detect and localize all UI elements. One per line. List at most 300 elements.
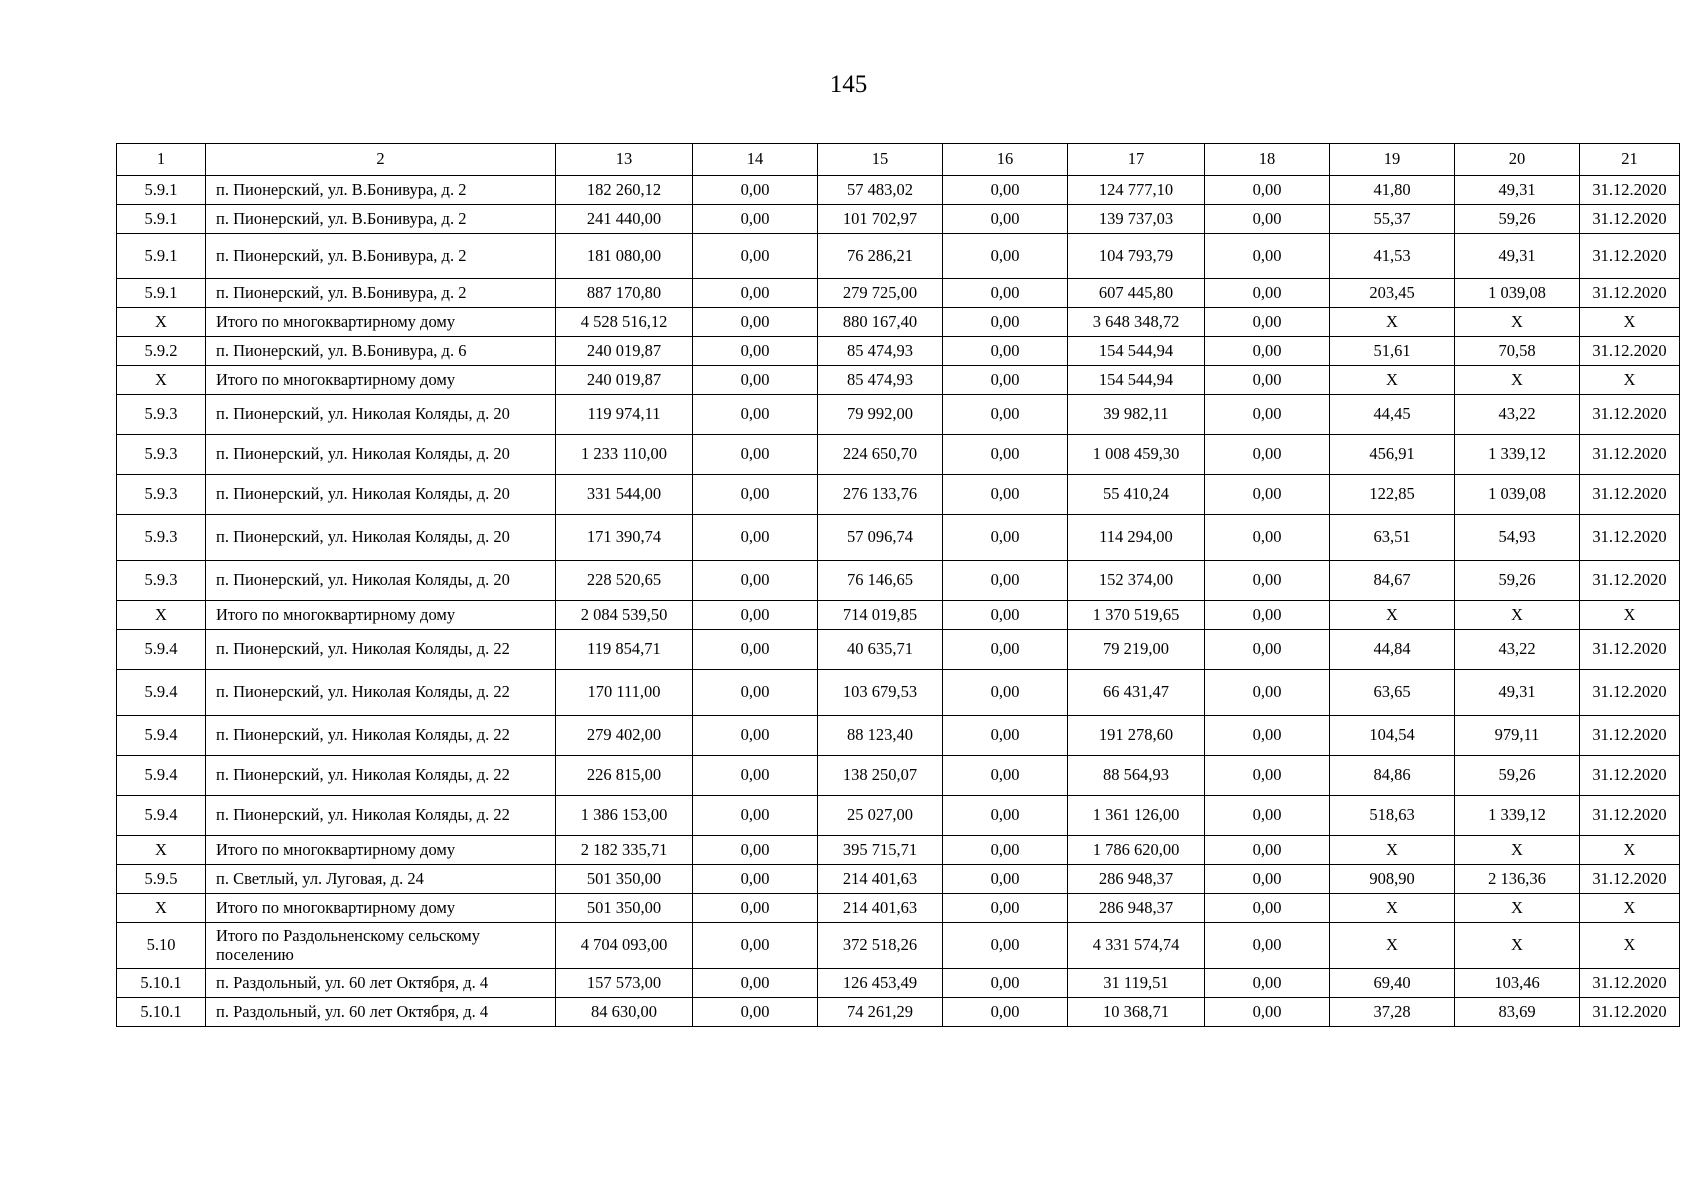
table-cell: 5.10 <box>117 923 206 969</box>
table-cell: 0,00 <box>1205 756 1330 796</box>
table-cell: 0,00 <box>693 836 818 865</box>
table-cell: 31.12.2020 <box>1580 716 1680 756</box>
table-cell: Х <box>1580 894 1680 923</box>
table-cell: 0,00 <box>943 515 1068 561</box>
table-cell: 0,00 <box>1205 176 1330 205</box>
table-cell: 0,00 <box>1205 395 1330 435</box>
table-cell: 279 725,00 <box>818 279 943 308</box>
table-cell: 49,31 <box>1455 234 1580 279</box>
table-cell: 1 233 110,00 <box>556 435 693 475</box>
table-cell: Х <box>1330 923 1455 969</box>
table-cell: 63,51 <box>1330 515 1455 561</box>
table-cell: 54,93 <box>1455 515 1580 561</box>
table-cell: 0,00 <box>943 969 1068 998</box>
table-cell: 0,00 <box>1205 998 1330 1027</box>
table-cell: 887 170,80 <box>556 279 693 308</box>
column-header: 1 <box>117 144 206 176</box>
table-cell: 88 564,93 <box>1068 756 1205 796</box>
address-cell: п. Пионерский, ул. Николая Коляды, д. 20 <box>206 561 556 601</box>
table-cell: Х <box>1580 923 1680 969</box>
table-cell: 0,00 <box>1205 435 1330 475</box>
address-cell: п. Пионерский, ул. Николая Коляды, д. 20 <box>206 515 556 561</box>
table-cell: 228 520,65 <box>556 561 693 601</box>
address-cell: п. Пионерский, ул. В.Бонивура, д. 6 <box>206 337 556 366</box>
table-cell: 3 648 348,72 <box>1068 308 1205 337</box>
table-cell: 5.9.4 <box>117 670 206 716</box>
table-cell: 63,65 <box>1330 670 1455 716</box>
table-cell: 5.9.3 <box>117 435 206 475</box>
table-cell: 0,00 <box>693 865 818 894</box>
table-cell: 1 339,12 <box>1455 435 1580 475</box>
table-cell: 1 370 519,65 <box>1068 601 1205 630</box>
table-cell: 104 793,79 <box>1068 234 1205 279</box>
table-cell: 0,00 <box>943 561 1068 601</box>
column-header: 17 <box>1068 144 1205 176</box>
table-cell: 5.9.3 <box>117 475 206 515</box>
table-cell: 31.12.2020 <box>1580 756 1680 796</box>
table-cell: 0,00 <box>943 366 1068 395</box>
table-row <box>117 865 1680 894</box>
table-cell: 5.9.1 <box>117 279 206 308</box>
table-cell: 0,00 <box>1205 337 1330 366</box>
table-cell: 49,31 <box>1455 670 1580 716</box>
address-cell: Итого по многоквартирному дому <box>206 836 556 865</box>
table-cell: 5.9.4 <box>117 796 206 836</box>
table-cell: 0,00 <box>943 894 1068 923</box>
table-cell: 0,00 <box>693 205 818 234</box>
table-cell: 191 278,60 <box>1068 716 1205 756</box>
table-cell: 126 453,49 <box>818 969 943 998</box>
table-cell: 31.12.2020 <box>1580 279 1680 308</box>
table-cell: 0,00 <box>943 670 1068 716</box>
table-cell: 59,26 <box>1455 561 1580 601</box>
table-cell: 85 474,93 <box>818 366 943 395</box>
table-cell: 138 250,07 <box>818 756 943 796</box>
table-cell: 10 368,71 <box>1068 998 1205 1027</box>
column-header: 16 <box>943 144 1068 176</box>
table-cell: 226 815,00 <box>556 756 693 796</box>
table-cell: Х <box>1580 308 1680 337</box>
table-cell: Х <box>1330 366 1455 395</box>
table-row <box>117 630 1680 670</box>
table-cell: 4 331 574,74 <box>1068 923 1205 969</box>
table-row <box>117 601 1680 630</box>
table-cell: 31.12.2020 <box>1580 865 1680 894</box>
table-cell: 31.12.2020 <box>1580 998 1680 1027</box>
table-row <box>117 969 1680 998</box>
table-cell: 880 167,40 <box>818 308 943 337</box>
table-row <box>117 475 1680 515</box>
table-cell: 286 948,37 <box>1068 894 1205 923</box>
table-cell: 31.12.2020 <box>1580 670 1680 716</box>
column-header: 18 <box>1205 144 1330 176</box>
table-cell: 55,37 <box>1330 205 1455 234</box>
table-cell: Х <box>1330 894 1455 923</box>
table-cell: 1 039,08 <box>1455 475 1580 515</box>
table-cell: 0,00 <box>693 670 818 716</box>
table-cell: 214 401,63 <box>818 865 943 894</box>
table-cell: 25 027,00 <box>818 796 943 836</box>
table-cell: Х <box>1330 836 1455 865</box>
table-cell: 31.12.2020 <box>1580 205 1680 234</box>
table-cell: 1 786 620,00 <box>1068 836 1205 865</box>
table-cell: 88 123,40 <box>818 716 943 756</box>
table-cell: 85 474,93 <box>818 337 943 366</box>
table-cell: 0,00 <box>943 205 1068 234</box>
table-cell: 0,00 <box>943 308 1068 337</box>
table-cell: 501 350,00 <box>556 865 693 894</box>
table-cell: 31 119,51 <box>1068 969 1205 998</box>
table-cell: 0,00 <box>943 475 1068 515</box>
table-cell: 0,00 <box>1205 836 1330 865</box>
table-cell: 154 544,94 <box>1068 366 1205 395</box>
table-cell: 57 483,02 <box>818 176 943 205</box>
table-cell: Х <box>117 601 206 630</box>
table-cell: 1 039,08 <box>1455 279 1580 308</box>
table-cell: 59,26 <box>1455 205 1580 234</box>
table-row <box>117 395 1680 435</box>
table-cell: 76 286,21 <box>818 234 943 279</box>
table-cell: 0,00 <box>1205 234 1330 279</box>
table-row <box>117 234 1680 279</box>
address-cell: п. Пионерский, ул. Николая Коляды, д. 22 <box>206 716 556 756</box>
address-cell: Итого по Раздольненскому сельскому поселению <box>206 923 556 969</box>
table-cell: 979,11 <box>1455 716 1580 756</box>
address-cell: п. Пионерский, ул. Николая Коляды, д. 20 <box>206 475 556 515</box>
table-cell: 119 854,71 <box>556 630 693 670</box>
table-cell: 286 948,37 <box>1068 865 1205 894</box>
table-row <box>117 515 1680 561</box>
table-cell: 241 440,00 <box>556 205 693 234</box>
table-cell: 0,00 <box>1205 475 1330 515</box>
table-cell: Х <box>1580 601 1680 630</box>
table-cell: 0,00 <box>693 969 818 998</box>
table-cell: 31.12.2020 <box>1580 475 1680 515</box>
table-cell: 0,00 <box>943 279 1068 308</box>
column-header: 13 <box>556 144 693 176</box>
table-cell: 51,61 <box>1330 337 1455 366</box>
table-cell: Х <box>1330 308 1455 337</box>
table-cell: 395 715,71 <box>818 836 943 865</box>
table-cell: 0,00 <box>943 716 1068 756</box>
table-cell: 0,00 <box>943 395 1068 435</box>
address-cell: п. Пионерский, ул. Николая Коляды, д. 20 <box>206 435 556 475</box>
table-cell: 31.12.2020 <box>1580 176 1680 205</box>
table-row <box>117 561 1680 601</box>
header-row <box>117 144 1680 176</box>
table-cell: 41,80 <box>1330 176 1455 205</box>
table-cell: 607 445,80 <box>1068 279 1205 308</box>
table-cell: 276 133,76 <box>818 475 943 515</box>
table-cell: 0,00 <box>1205 865 1330 894</box>
table-cell: 0,00 <box>693 279 818 308</box>
table-cell: Х <box>1455 366 1580 395</box>
table-row <box>117 337 1680 366</box>
table-cell: 5.9.5 <box>117 865 206 894</box>
table-cell: 0,00 <box>693 366 818 395</box>
table-cell: 57 096,74 <box>818 515 943 561</box>
table-cell: 0,00 <box>1205 515 1330 561</box>
table-cell: 714 019,85 <box>818 601 943 630</box>
table-cell: 5.9.1 <box>117 205 206 234</box>
address-cell: п. Раздольный, ул. 60 лет Октября, д. 4 <box>206 969 556 998</box>
table-cell: 0,00 <box>943 756 1068 796</box>
table-cell: 0,00 <box>693 998 818 1027</box>
table-cell: 1 361 126,00 <box>1068 796 1205 836</box>
table-cell: 1 386 153,00 <box>556 796 693 836</box>
table-cell: 49,31 <box>1455 176 1580 205</box>
table-cell: 5.10.1 <box>117 969 206 998</box>
table-cell: 37,28 <box>1330 998 1455 1027</box>
table-cell: 0,00 <box>1205 279 1330 308</box>
table-cell: 456,91 <box>1330 435 1455 475</box>
address-cell: п. Пионерский, ул. В.Бонивура, д. 2 <box>206 176 556 205</box>
table-cell: 84,86 <box>1330 756 1455 796</box>
table-cell: 122,85 <box>1330 475 1455 515</box>
table-cell: 0,00 <box>693 630 818 670</box>
table-cell: 0,00 <box>943 630 1068 670</box>
table-cell: 103 679,53 <box>818 670 943 716</box>
table-cell: 76 146,65 <box>818 561 943 601</box>
table-cell: 214 401,63 <box>818 894 943 923</box>
table-cell: 908,90 <box>1330 865 1455 894</box>
table-cell: Х <box>117 836 206 865</box>
table-cell: 0,00 <box>1205 561 1330 601</box>
address-cell: п. Пионерский, ул. Николая Коляды, д. 22 <box>206 796 556 836</box>
table-cell: 154 544,94 <box>1068 337 1205 366</box>
table-cell: 501 350,00 <box>556 894 693 923</box>
table-cell: Х <box>1330 601 1455 630</box>
table-cell: 0,00 <box>1205 601 1330 630</box>
table-cell: 203,45 <box>1330 279 1455 308</box>
address-cell: п. Пионерский, ул. Николая Коляды, д. 22 <box>206 670 556 716</box>
table-cell: 0,00 <box>1205 894 1330 923</box>
table-cell: 0,00 <box>1205 630 1330 670</box>
table-cell: 0,00 <box>693 395 818 435</box>
column-header: 15 <box>818 144 943 176</box>
table-cell: 240 019,87 <box>556 337 693 366</box>
table-cell: 2 182 335,71 <box>556 836 693 865</box>
column-header: 20 <box>1455 144 1580 176</box>
registry-table <box>116 143 1680 1027</box>
table-cell: 40 635,71 <box>818 630 943 670</box>
table-cell: 79 219,00 <box>1068 630 1205 670</box>
address-cell: п. Пионерский, ул. Николая Коляды, д. 20 <box>206 395 556 435</box>
table-cell: 0,00 <box>1205 205 1330 234</box>
table-cell: 2 084 539,50 <box>556 601 693 630</box>
table-cell: 31.12.2020 <box>1580 796 1680 836</box>
column-header: 19 <box>1330 144 1455 176</box>
table-cell: 5.9.4 <box>117 716 206 756</box>
table-cell: 31.12.2020 <box>1580 234 1680 279</box>
table-cell: 372 518,26 <box>818 923 943 969</box>
table-cell: 0,00 <box>943 435 1068 475</box>
table-cell: 31.12.2020 <box>1580 435 1680 475</box>
table-cell: 31.12.2020 <box>1580 515 1680 561</box>
table-cell: Х <box>1455 836 1580 865</box>
table-cell: 5.9.3 <box>117 561 206 601</box>
table-cell: 1 339,12 <box>1455 796 1580 836</box>
table-cell: 5.9.4 <box>117 756 206 796</box>
table-cell: Х <box>1580 366 1680 395</box>
address-cell: п. Пионерский, ул. Николая Коляды, д. 22 <box>206 630 556 670</box>
column-header: 14 <box>693 144 818 176</box>
address-cell: п. Светлый, ул. Луговая, д. 24 <box>206 865 556 894</box>
table-cell: 5.9.3 <box>117 395 206 435</box>
table-row <box>117 716 1680 756</box>
table-cell: 518,63 <box>1330 796 1455 836</box>
table-cell: 79 992,00 <box>818 395 943 435</box>
table-cell: 2 136,36 <box>1455 865 1580 894</box>
table-cell: 0,00 <box>943 998 1068 1027</box>
table-cell: 59,26 <box>1455 756 1580 796</box>
table-row <box>117 894 1680 923</box>
table-cell: 43,22 <box>1455 395 1580 435</box>
table-cell: 31.12.2020 <box>1580 561 1680 601</box>
table-cell: 0,00 <box>693 561 818 601</box>
table-cell: Х <box>117 308 206 337</box>
table-cell: 1 008 459,30 <box>1068 435 1205 475</box>
table-cell: 44,45 <box>1330 395 1455 435</box>
table-cell: 66 431,47 <box>1068 670 1205 716</box>
table-cell: 0,00 <box>693 176 818 205</box>
table-row <box>117 435 1680 475</box>
table-cell: 0,00 <box>1205 308 1330 337</box>
table-row <box>117 279 1680 308</box>
table-cell: 4 528 516,12 <box>556 308 693 337</box>
table-cell: Х <box>1580 836 1680 865</box>
table-cell: Х <box>1455 601 1580 630</box>
address-cell: п. Раздольный, ул. 60 лет Октября, д. 4 <box>206 998 556 1027</box>
table-cell: 104,54 <box>1330 716 1455 756</box>
table-cell: 124 777,10 <box>1068 176 1205 205</box>
table-row <box>117 366 1680 395</box>
table-cell: 0,00 <box>693 337 818 366</box>
table-cell: 0,00 <box>693 894 818 923</box>
table-cell: 44,84 <box>1330 630 1455 670</box>
address-cell: Итого по многоквартирному дому <box>206 601 556 630</box>
table-cell: 70,58 <box>1455 337 1580 366</box>
table-cell: 4 704 093,00 <box>556 923 693 969</box>
table-cell: 170 111,00 <box>556 670 693 716</box>
table-cell: 157 573,00 <box>556 969 693 998</box>
table-cell: 103,46 <box>1455 969 1580 998</box>
table-cell: 152 374,00 <box>1068 561 1205 601</box>
table-row <box>117 308 1680 337</box>
table-row <box>117 998 1680 1027</box>
address-cell: п. Пионерский, ул. В.Бонивура, д. 2 <box>206 279 556 308</box>
table-cell: 5.9.2 <box>117 337 206 366</box>
table-cell: 0,00 <box>943 234 1068 279</box>
table-row <box>117 670 1680 716</box>
table-cell: 0,00 <box>943 865 1068 894</box>
table-body <box>117 176 1680 1027</box>
table-cell: Х <box>1455 923 1580 969</box>
table-cell: 171 390,74 <box>556 515 693 561</box>
table-cell: 119 974,11 <box>556 395 693 435</box>
table-cell: 0,00 <box>693 796 818 836</box>
table-cell: 31.12.2020 <box>1580 337 1680 366</box>
table-cell: 0,00 <box>693 756 818 796</box>
table-cell: 0,00 <box>1205 366 1330 395</box>
table-cell: 0,00 <box>943 601 1068 630</box>
table-cell: 84,67 <box>1330 561 1455 601</box>
table-cell: 5.9.1 <box>117 176 206 205</box>
table-cell: Х <box>1455 308 1580 337</box>
table-cell: Х <box>117 894 206 923</box>
table-row <box>117 836 1680 865</box>
page-number: 145 <box>829 71 868 98</box>
table-cell: 84 630,00 <box>556 998 693 1027</box>
address-cell: Итого по многоквартирному дому <box>206 366 556 395</box>
table-row <box>117 756 1680 796</box>
table-cell: 55 410,24 <box>1068 475 1205 515</box>
table-cell: 331 544,00 <box>556 475 693 515</box>
table-cell: 31.12.2020 <box>1580 395 1680 435</box>
table-cell: 0,00 <box>1205 923 1330 969</box>
table-row <box>117 205 1680 234</box>
table-cell: 0,00 <box>943 796 1068 836</box>
table-cell: 83,69 <box>1455 998 1580 1027</box>
table-cell: 5.9.1 <box>117 234 206 279</box>
table-cell: 69,40 <box>1330 969 1455 998</box>
table-cell: 31.12.2020 <box>1580 630 1680 670</box>
table-cell: 0,00 <box>693 308 818 337</box>
address-cell: Итого по многоквартирному дому <box>206 894 556 923</box>
table-cell: 101 702,97 <box>818 205 943 234</box>
table-cell: 5.10.1 <box>117 998 206 1027</box>
table-cell: 0,00 <box>943 923 1068 969</box>
table-cell: 31.12.2020 <box>1580 969 1680 998</box>
address-cell: Итого по многоквартирному дому <box>206 308 556 337</box>
address-cell: п. Пионерский, ул. В.Бонивура, д. 2 <box>206 205 556 234</box>
table-cell: 279 402,00 <box>556 716 693 756</box>
address-cell: п. Пионерский, ул. Николая Коляды, д. 22 <box>206 756 556 796</box>
table-cell: 0,00 <box>693 435 818 475</box>
table-cell: 0,00 <box>693 923 818 969</box>
column-header: 21 <box>1580 144 1680 176</box>
table-cell: 0,00 <box>943 337 1068 366</box>
table-cell: 0,00 <box>693 601 818 630</box>
table-cell: 0,00 <box>693 716 818 756</box>
table-cell: 0,00 <box>1205 796 1330 836</box>
table-cell: 0,00 <box>943 176 1068 205</box>
table-cell: Х <box>1455 894 1580 923</box>
address-cell: п. Пионерский, ул. В.Бонивура, д. 2 <box>206 234 556 279</box>
table-cell: 114 294,00 <box>1068 515 1205 561</box>
table-cell: 43,22 <box>1455 630 1580 670</box>
table-cell: 181 080,00 <box>556 234 693 279</box>
table-cell: 0,00 <box>1205 670 1330 716</box>
table-cell: 0,00 <box>943 836 1068 865</box>
table-cell: 224 650,70 <box>818 435 943 475</box>
table-cell: 5.9.3 <box>117 515 206 561</box>
column-header: 2 <box>206 144 556 176</box>
table-cell: 74 261,29 <box>818 998 943 1027</box>
table-cell: 0,00 <box>1205 716 1330 756</box>
table-cell: 0,00 <box>1205 969 1330 998</box>
table-row <box>117 796 1680 836</box>
table-cell: 139 737,03 <box>1068 205 1205 234</box>
table-cell: 39 982,11 <box>1068 395 1205 435</box>
table-row <box>117 176 1680 205</box>
table-row <box>117 923 1680 969</box>
table-cell: 240 019,87 <box>556 366 693 395</box>
table-cell: 0,00 <box>693 475 818 515</box>
table-cell: 0,00 <box>693 515 818 561</box>
table-cell: Х <box>117 366 206 395</box>
table-cell: 5.9.4 <box>117 630 206 670</box>
